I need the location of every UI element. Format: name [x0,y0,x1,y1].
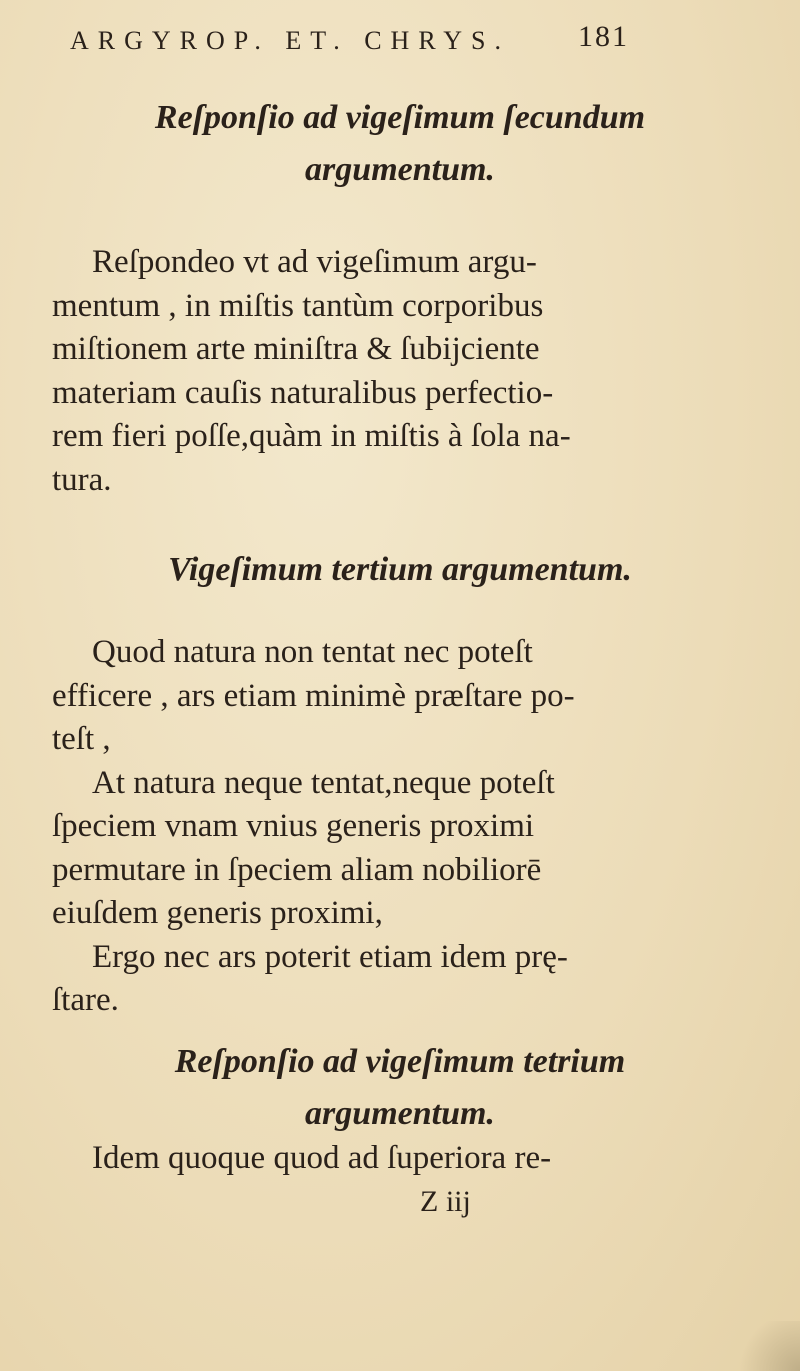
heading-line: Reſponſio ad vigeſimum tetrium [174,1043,626,1080]
text-line: materiam cauſis naturalibus perfectio- [52,374,554,411]
paragraph-response-22 [52,241,742,502]
running-head-title: ARGYROP. ET. CHRYS. [70,26,510,55]
text-line: tura. [52,461,112,498]
text-line: rem fieri poſſe,quàm in miſtis à ſola na- [52,418,571,454]
section-heading-response-23 [0,1036,800,1140]
section-heading-response-22 [0,92,800,196]
text-line: permutare in ſpeciem aliam nobiliorē [52,851,542,888]
text-line: At natura neque tentat,neque poteſt [92,764,555,801]
paragraph-argument-23 [52,631,742,1023]
page-number: 181 [578,20,629,53]
page-stain [730,1321,800,1371]
paragraph-response-23 [52,1137,742,1181]
heading-line: Vigeſimum tertium argumentum. [168,551,632,588]
text-line: eiuſdem generis proximi, [52,895,383,931]
text-line: Quod natura non tentat nec poteſt [92,634,533,670]
text-line: ſtare. [52,982,119,1018]
signature-mark: Z iij [420,1185,471,1218]
text-line: ſpeciem vnam vnius generis proximi [52,808,535,844]
text-line: miſtionem arte miniſtra & ſubijciente [52,331,540,367]
text-line: teſt , [52,721,111,757]
text-line: Idem quoque quod ad ſuperiora re- [92,1140,552,1176]
heading-line: argumentum. [305,151,495,188]
text-line: Reſpondeo vt ad vigeſimum argu- [92,244,537,280]
section-heading-argument-23 [0,544,800,596]
text-line: mentum , in miſtis tantùm corporibus [52,287,544,324]
text-line: efficere , ars etiam minimè præſtare po- [52,677,575,714]
text-line: Ergo nec ars poterit etiam idem prę- [92,938,568,975]
heading-line: Reſponſio ad vigeſimum ſecundum [154,99,646,136]
heading-line: argumentum. [305,1095,495,1132]
running-head [70,18,670,68]
